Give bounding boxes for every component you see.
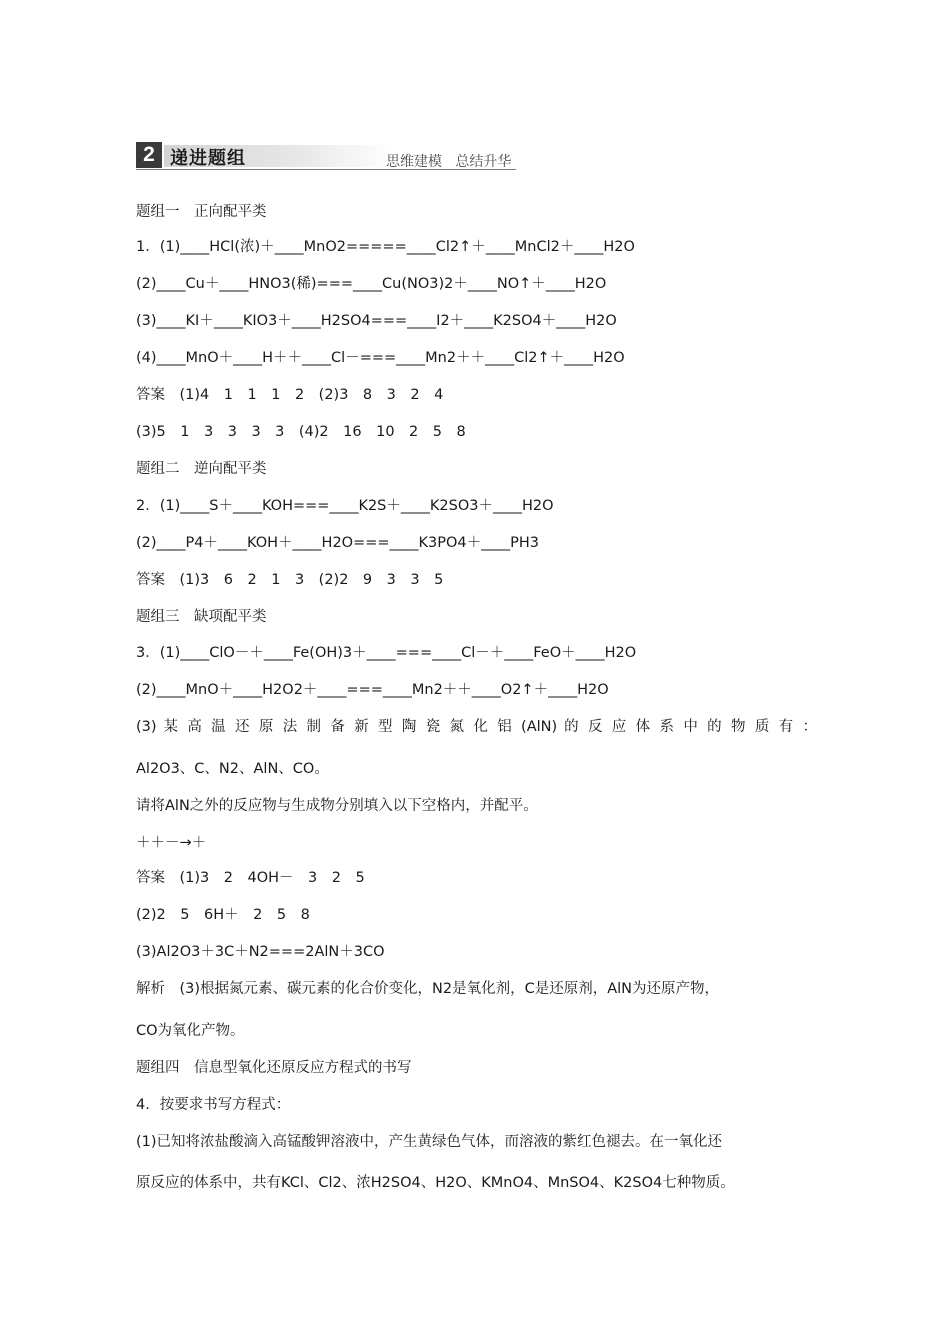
question-3-3-instruction: 请将AlN之外的反应物与生成物分别填入以下空格内，并配平。 [136,798,538,814]
section-header [136,142,516,170]
question-3-3-blanks: ＋＋－→＋ [136,835,207,851]
answer-1-part-a: 答案 (1)4 1 1 1 2 (2)3 8 3 2 4 [136,387,444,403]
answer-3-3: (3)Al2O3＋3C＋N2===2AlN＋3CO [136,944,385,960]
question-1-4: (4)____MnO＋____H＋＋____Cl－===____Mn2＋＋____Cl2↑＋____H2O [136,350,625,366]
question-1-3: (3)____KI＋____KIO3＋____H2SO4===____I2＋____K2SO4＋____H2O [136,313,617,329]
question-3-1: 3．(1)____ClO－＋____Fe(OH)3＋____===____Cl－＋____FeO＋____H2O [136,645,637,661]
question-3-3-continued: Al2O3、C、N2、AlN、CO。 [136,761,329,777]
question-2-1: 2．(1)____S＋____KOH===____K2S＋____K2SO3＋____H2O [136,498,554,514]
answer-3-2: (2)2 5 6H＋ 2 5 8 [136,907,310,923]
analysis-3-continued: CO为氧化产物。 [136,1023,245,1039]
question-1-2: (2)____Cu＋____HNO3(稀)===____Cu(NO3)2＋____NO↑＋____H2O [136,276,607,292]
question-4: 4．按要求书写方程式： [136,1097,291,1113]
section-number-badge: 2 [136,142,162,168]
question-1-1: 1．(1)____HCl(浓)＋____MnO2=====____Cl2↑＋____MnCl2＋____H2O [136,239,635,255]
answer-2: 答案 (1)3 6 2 1 3 (2)2 9 3 3 5 [136,572,444,588]
group-heading-3: 题组三 缺项配平类 [136,609,267,625]
question-4-1-continued: 原反应的体系中，共有KCl、Cl2、浓H2SO4、H2O、KMnO4、MnSO4、K2SO4七种物质。 [136,1175,735,1191]
question-3-3: (3) 某 高 温 还 原 法 制 备 新 型 陶 瓷 氮 化 铝 (AlN) 的 反 应 体 系 中 的 物 质 有 ： [136,719,817,735]
header-underline [136,169,516,170]
group-heading-1: 题组一 正向配平类 [136,204,267,220]
group-heading-2: 题组二 逆向配平类 [136,461,267,477]
analysis-3: 解析 (3)根据氮元素、碳元素的化合价变化，N2是氧化剂，C是还原剂，AlN为还原产物， [136,981,720,997]
group-heading-4: 题组四 信息型氧化还原反应方程式的书写 [136,1060,412,1076]
answer-1-part-b: (3)5 1 3 3 3 3 (4)2 16 10 2 5 8 [136,424,466,440]
section-title: 递进题组 [170,148,246,169]
question-4-1: (1)已知将浓盐酸滴入高锰酸钾溶液中，产生黄绿色气体，而溶液的紫红色褪去。在一氧化还 [136,1134,723,1150]
section-subtitle: 思维建模 总结升华 [386,154,512,170]
answer-3-1: 答案 (1)3 2 4OH－ 3 2 5 [136,870,365,886]
question-2-2: (2)____P4＋____KOH＋____H2O===____K3PO4＋____PH3 [136,535,540,551]
question-3-2: (2)____MnO＋____H2O2＋____===____Mn2＋＋____O2↑＋____H2O [136,682,609,698]
